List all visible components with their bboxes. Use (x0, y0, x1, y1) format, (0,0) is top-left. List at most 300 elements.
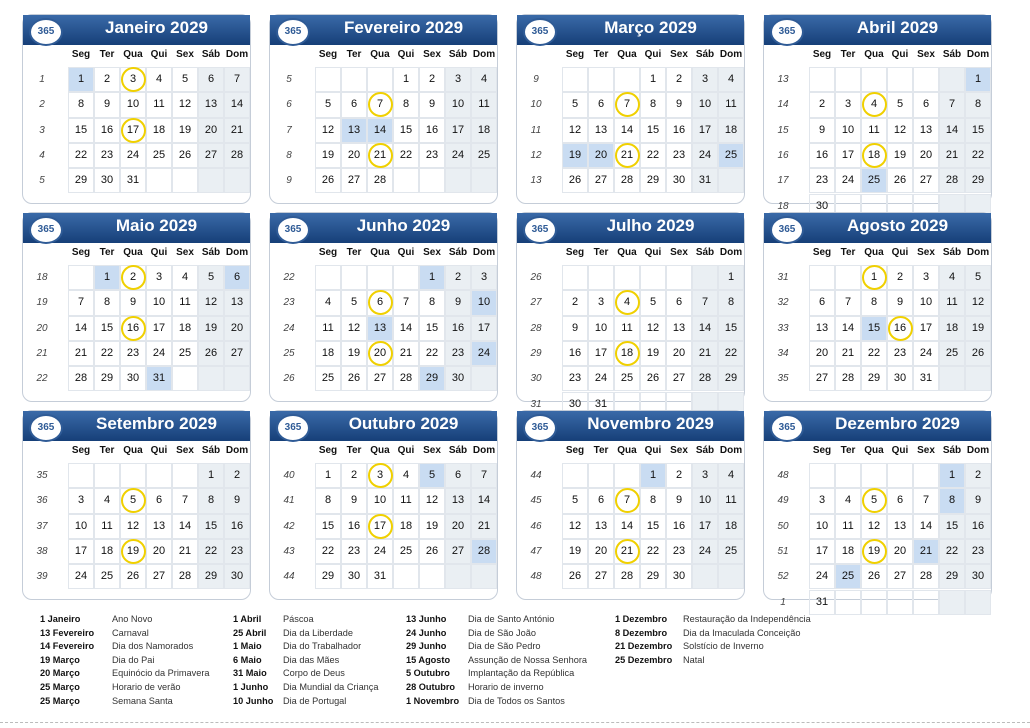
day-cell (614, 168, 640, 193)
day-cell (146, 143, 172, 168)
legend-holiday-name: Dia das Mães (283, 654, 340, 665)
day-number: 25 (724, 544, 738, 557)
day-cell (471, 539, 497, 564)
day-cell (393, 143, 419, 168)
day-number: 26 (425, 544, 439, 557)
legend-column (615, 614, 811, 668)
empty-day-cell (367, 67, 393, 92)
day-number: 9 (233, 494, 241, 507)
weekday-header: Sex (176, 49, 194, 60)
weekday-header: Ter (346, 247, 362, 258)
day-number: 13 (347, 123, 361, 136)
day-number: 23 (100, 148, 114, 161)
day-cell (341, 316, 367, 341)
day-cell (913, 341, 939, 366)
day-cell (419, 341, 445, 366)
day-number: 27 (347, 174, 361, 187)
day-cell (887, 366, 913, 391)
day-cell (341, 463, 367, 488)
day-number: 25 (178, 346, 192, 359)
day-cell (224, 143, 250, 168)
day-cell (94, 118, 120, 143)
day-number: 24 (74, 570, 88, 583)
day-number: 10 (126, 98, 140, 111)
day-cell (913, 265, 939, 290)
legend-date: 1 Novembro (406, 695, 460, 706)
day-number: 27 (672, 372, 686, 385)
day-cell (835, 514, 861, 539)
day-number: 15 (971, 123, 985, 136)
day-cell (718, 67, 744, 92)
day-number: 7 (480, 469, 488, 481)
day-number: 23 (230, 544, 244, 557)
day-number: 8 (207, 494, 215, 507)
day-number: 26 (126, 570, 140, 583)
day-cell (224, 514, 250, 539)
empty-day-cell (315, 265, 341, 290)
day-number: 14 (230, 98, 244, 111)
day-number: 8 (103, 296, 111, 309)
day-cell (835, 539, 861, 564)
day-number: 15 (724, 321, 738, 334)
day-number: 27 (815, 372, 829, 385)
day-number: 11 (153, 98, 165, 111)
empty-day-cell (393, 564, 419, 589)
day-number: 10 (919, 296, 933, 309)
week-number: 2 (39, 99, 45, 111)
month-calendar (516, 410, 745, 600)
month-calendar (22, 212, 251, 402)
week-number: 31 (530, 398, 542, 410)
weekday-header: Sáb (448, 247, 468, 258)
day-cell (861, 118, 887, 143)
legend-holiday-name: Dia de São Pedro (468, 641, 541, 652)
day-cell (94, 564, 120, 589)
day-number: 27 (373, 372, 387, 385)
day-number: 1 (324, 469, 332, 481)
day-number: 16 (893, 321, 907, 334)
day-number: 27 (594, 570, 608, 583)
day-cell (887, 564, 913, 589)
365-badge-logo: 365 (770, 18, 804, 46)
day-number: 4 (844, 494, 852, 507)
day-number: 13 (204, 98, 218, 111)
legend-date: 1 Junho (233, 681, 269, 692)
weekday-header: Qua (617, 445, 637, 456)
day-cell (445, 92, 471, 117)
month-title: Agosto 2029 (846, 216, 949, 235)
day-number: 25 (620, 372, 634, 385)
day-cell (692, 463, 718, 488)
day-cell (718, 514, 744, 539)
day-number: 31 (126, 174, 140, 187)
weekday-header: Qui (150, 49, 168, 60)
week-number: 22 (283, 272, 295, 283)
day-number: 17 (594, 346, 608, 359)
day-number: 19 (867, 544, 881, 557)
day-number: 25 (477, 148, 491, 161)
weekday-header: Qua (123, 445, 143, 456)
day-cell (965, 316, 991, 341)
day-cell (120, 67, 146, 92)
day-number: 19 (321, 148, 335, 161)
day-number: 10 (373, 494, 387, 507)
weekday-header: Sex (176, 445, 194, 456)
day-number: 16 (347, 519, 361, 532)
day-number: 26 (204, 346, 218, 359)
month-header (270, 15, 497, 45)
day-cell (965, 118, 991, 143)
day-number: 17 (698, 123, 712, 136)
day-cell (913, 514, 939, 539)
day-number: 21 (620, 148, 634, 161)
day-cell (718, 316, 744, 341)
weekday-header: Qui (150, 247, 168, 258)
day-cell (614, 118, 640, 143)
day-cell (172, 341, 198, 366)
month-title: Novembro 2029 (587, 414, 714, 433)
day-cell (939, 488, 965, 513)
month-title: Março 2029 (604, 18, 697, 37)
day-cell (588, 290, 614, 315)
month-header (764, 213, 991, 243)
day-cell (640, 67, 666, 92)
day-number: 21 (373, 148, 387, 161)
week-number: 28 (530, 322, 542, 334)
365-badge-logo: 365 (276, 18, 310, 46)
legend-column (40, 614, 210, 709)
day-number: 4 (948, 271, 956, 283)
weekday-header: Sáb (201, 49, 221, 60)
weekday-header: Qua (370, 247, 390, 258)
day-cell (172, 143, 198, 168)
day-number: 30 (893, 372, 907, 385)
day-number: 6 (376, 296, 384, 309)
day-cell (120, 143, 146, 168)
day-number: 8 (324, 494, 332, 507)
day-cell (562, 564, 588, 589)
day-number: 5 (974, 271, 982, 283)
empty-day-cell (913, 463, 939, 488)
day-cell (809, 290, 835, 315)
week-number: 7 (286, 124, 292, 136)
empty-day-cell (562, 463, 588, 488)
day-cell (120, 514, 146, 539)
week-number: 5 (286, 74, 292, 85)
day-number: 14 (698, 321, 712, 334)
day-number: 3 (155, 271, 163, 283)
day-cell (68, 316, 94, 341)
weekday-header: Sex (670, 445, 688, 456)
day-cell (718, 341, 744, 366)
day-number: 17 (74, 544, 88, 557)
day-number: 18 (399, 519, 413, 532)
weekday-header: Dom (966, 49, 990, 60)
day-number: 28 (230, 148, 244, 161)
legend-holiday-name: Horario de verão (112, 681, 181, 692)
day-cell (445, 265, 471, 290)
day-cell (341, 290, 367, 315)
day-cell (913, 92, 939, 117)
day-number: 8 (948, 494, 956, 507)
weekday-header: Dom (225, 49, 249, 60)
legend-date: 5 Outubro (406, 668, 450, 679)
365-badge-logo: 365 (770, 216, 804, 244)
day-cell (367, 463, 393, 488)
empty-day-cell (68, 463, 94, 488)
day-number: 27 (152, 570, 166, 583)
day-cell (315, 341, 341, 366)
weekday-header: Seg (71, 49, 91, 60)
day-cell (939, 539, 965, 564)
day-cell (367, 366, 393, 391)
weekday-header: Seg (812, 445, 832, 456)
day-cell (861, 488, 887, 513)
week-number: 14 (777, 99, 789, 111)
day-cell (146, 290, 172, 315)
empty-day-cell (965, 366, 991, 391)
legend-date: 1 Abril (233, 614, 262, 624)
weekday-header: Sáb (448, 445, 468, 456)
day-number: 25 (867, 174, 881, 187)
weekday-header: Qua (864, 247, 884, 258)
day-number: 23 (347, 544, 361, 557)
day-cell (809, 341, 835, 366)
legend-item (615, 655, 811, 669)
week-number: 25 (283, 347, 295, 359)
day-cell (224, 92, 250, 117)
empty-day-cell (835, 590, 861, 615)
day-number: 3 (454, 73, 462, 85)
day-cell (562, 514, 588, 539)
day-number: 13 (893, 519, 907, 532)
day-cell (393, 67, 419, 92)
day-number: 31 (152, 372, 166, 385)
day-cell (224, 463, 250, 488)
day-cell (120, 118, 146, 143)
month-title: Dezembro 2029 (835, 414, 960, 433)
day-cell (588, 92, 614, 117)
day-number: 29 (74, 174, 88, 187)
weekday-header: Qui (150, 445, 168, 456)
weekday-header: Qua (617, 247, 637, 258)
day-number: 23 (425, 148, 439, 161)
day-cell (393, 118, 419, 143)
day-cell (172, 564, 198, 589)
month-title: Setembro 2029 (96, 414, 217, 433)
day-number: 7 (77, 296, 85, 309)
day-cell (692, 539, 718, 564)
month-calendar (516, 14, 745, 204)
day-cell (198, 488, 224, 513)
day-number: 16 (126, 321, 140, 334)
empty-day-cell (341, 265, 367, 290)
legend-item (40, 696, 210, 710)
day-number: 8 (870, 296, 878, 309)
legend-holiday-name: Dia do Trabalhador (283, 641, 362, 652)
day-cell (913, 316, 939, 341)
legend-item (406, 614, 587, 628)
day-cell (614, 316, 640, 341)
day-number: 25 (945, 346, 959, 359)
day-cell (198, 564, 224, 589)
empty-day-cell (198, 168, 224, 193)
day-number: 1 (103, 271, 111, 283)
day-cell (640, 143, 666, 168)
empty-day-cell (718, 168, 744, 193)
day-number: 16 (100, 123, 114, 136)
day-cell (614, 92, 640, 117)
day-number: 27 (919, 174, 933, 187)
day-number: 29 (321, 570, 335, 583)
day-cell (666, 67, 692, 92)
month-header (270, 411, 497, 441)
week-number: 6 (286, 99, 292, 111)
day-cell (367, 514, 393, 539)
day-cell (809, 514, 835, 539)
day-number: 28 (373, 174, 387, 187)
365-badge-logo: 365 (29, 414, 63, 442)
day-cell (68, 67, 94, 92)
day-number: 23 (971, 544, 985, 557)
day-number: 4 (155, 73, 163, 85)
day-cell (419, 316, 445, 341)
day-number: 18 (841, 544, 855, 557)
day-cell (835, 488, 861, 513)
legend-holiday-name: Dia Mundial da Criança (283, 681, 379, 692)
day-cell (68, 118, 94, 143)
day-cell (146, 118, 172, 143)
day-cell (718, 118, 744, 143)
legend-date: 28 Outubro (406, 681, 456, 692)
day-cell (640, 463, 666, 488)
day-cell (94, 316, 120, 341)
day-cell (367, 564, 393, 589)
day-number: 19 (425, 519, 439, 532)
day-cell (588, 539, 614, 564)
day-number: 15 (425, 321, 439, 334)
legend-column (233, 614, 379, 709)
legend-date: 8 Dezembro (615, 627, 668, 638)
empty-day-cell (172, 463, 198, 488)
day-number: 23 (568, 372, 582, 385)
day-number: 2 (571, 296, 579, 309)
day-cell (562, 366, 588, 391)
empty-day-cell (666, 265, 692, 290)
weekday-header: Dom (719, 445, 743, 456)
day-number: 7 (701, 296, 709, 309)
empty-day-cell (640, 265, 666, 290)
day-cell (965, 341, 991, 366)
day-cell (94, 168, 120, 193)
legend-holiday-name: Dia de São João (468, 627, 536, 638)
legend-holiday-name: Natal (683, 654, 705, 665)
empty-day-cell (419, 168, 445, 193)
month-title: Abril 2029 (856, 18, 939, 37)
legend-item (406, 628, 587, 642)
empty-day-cell (861, 463, 887, 488)
day-cell (640, 316, 666, 341)
day-number: 9 (974, 494, 982, 507)
day-cell (965, 168, 991, 193)
day-number: 19 (178, 123, 192, 136)
day-number: 17 (698, 519, 712, 532)
empty-day-cell (809, 463, 835, 488)
weekday-header: Seg (565, 49, 585, 60)
day-number: 20 (893, 544, 907, 557)
day-cell (692, 118, 718, 143)
day-cell (224, 118, 250, 143)
day-number: 5 (207, 271, 215, 283)
day-number: 18 (620, 346, 634, 359)
day-cell (887, 290, 913, 315)
day-cell (224, 67, 250, 92)
week-number: 22 (36, 373, 48, 385)
day-number: 26 (321, 174, 335, 187)
legend-date: 25 Dezembro (615, 654, 673, 665)
day-cell (445, 290, 471, 315)
day-cell (588, 366, 614, 391)
day-number: 14 (178, 519, 192, 532)
day-number: 25 (321, 372, 335, 385)
day-number: 15 (100, 321, 114, 334)
day-number: 8 (402, 98, 410, 111)
day-cell (367, 143, 393, 168)
empty-day-cell (146, 463, 172, 488)
day-number: 21 (230, 123, 244, 136)
day-number: 6 (350, 98, 358, 111)
week-number: 9 (286, 175, 292, 187)
day-cell (614, 564, 640, 589)
weekday-header: Sáb (695, 247, 715, 258)
day-cell (614, 290, 640, 315)
day-cell (809, 539, 835, 564)
empty-day-cell (68, 265, 94, 290)
week-number: 1 (39, 74, 45, 85)
empty-day-cell (341, 67, 367, 92)
day-number: 16 (451, 321, 465, 334)
legend-column (406, 614, 587, 709)
weekday-header: Seg (812, 247, 832, 258)
weekday-header: Seg (812, 49, 832, 60)
day-cell (341, 143, 367, 168)
day-cell (120, 290, 146, 315)
day-number: 6 (896, 494, 904, 507)
day-cell (315, 92, 341, 117)
day-cell (341, 92, 367, 117)
day-cell (367, 92, 393, 117)
day-cell (861, 290, 887, 315)
day-number: 9 (896, 296, 904, 309)
day-cell (172, 488, 198, 513)
day-cell (224, 488, 250, 513)
weekday-header: Qui (644, 49, 662, 60)
day-cell (692, 341, 718, 366)
day-number: 27 (594, 174, 608, 187)
day-number: 7 (376, 98, 384, 111)
day-cell (471, 488, 497, 513)
day-cell (692, 488, 718, 513)
day-cell (809, 118, 835, 143)
day-number: 20 (672, 346, 686, 359)
day-cell (861, 143, 887, 168)
week-number: 17 (777, 175, 789, 187)
day-cell (692, 92, 718, 117)
day-number: 26 (893, 174, 907, 187)
day-cell (588, 143, 614, 168)
month-header (517, 411, 744, 441)
day-number: 13 (373, 321, 387, 334)
